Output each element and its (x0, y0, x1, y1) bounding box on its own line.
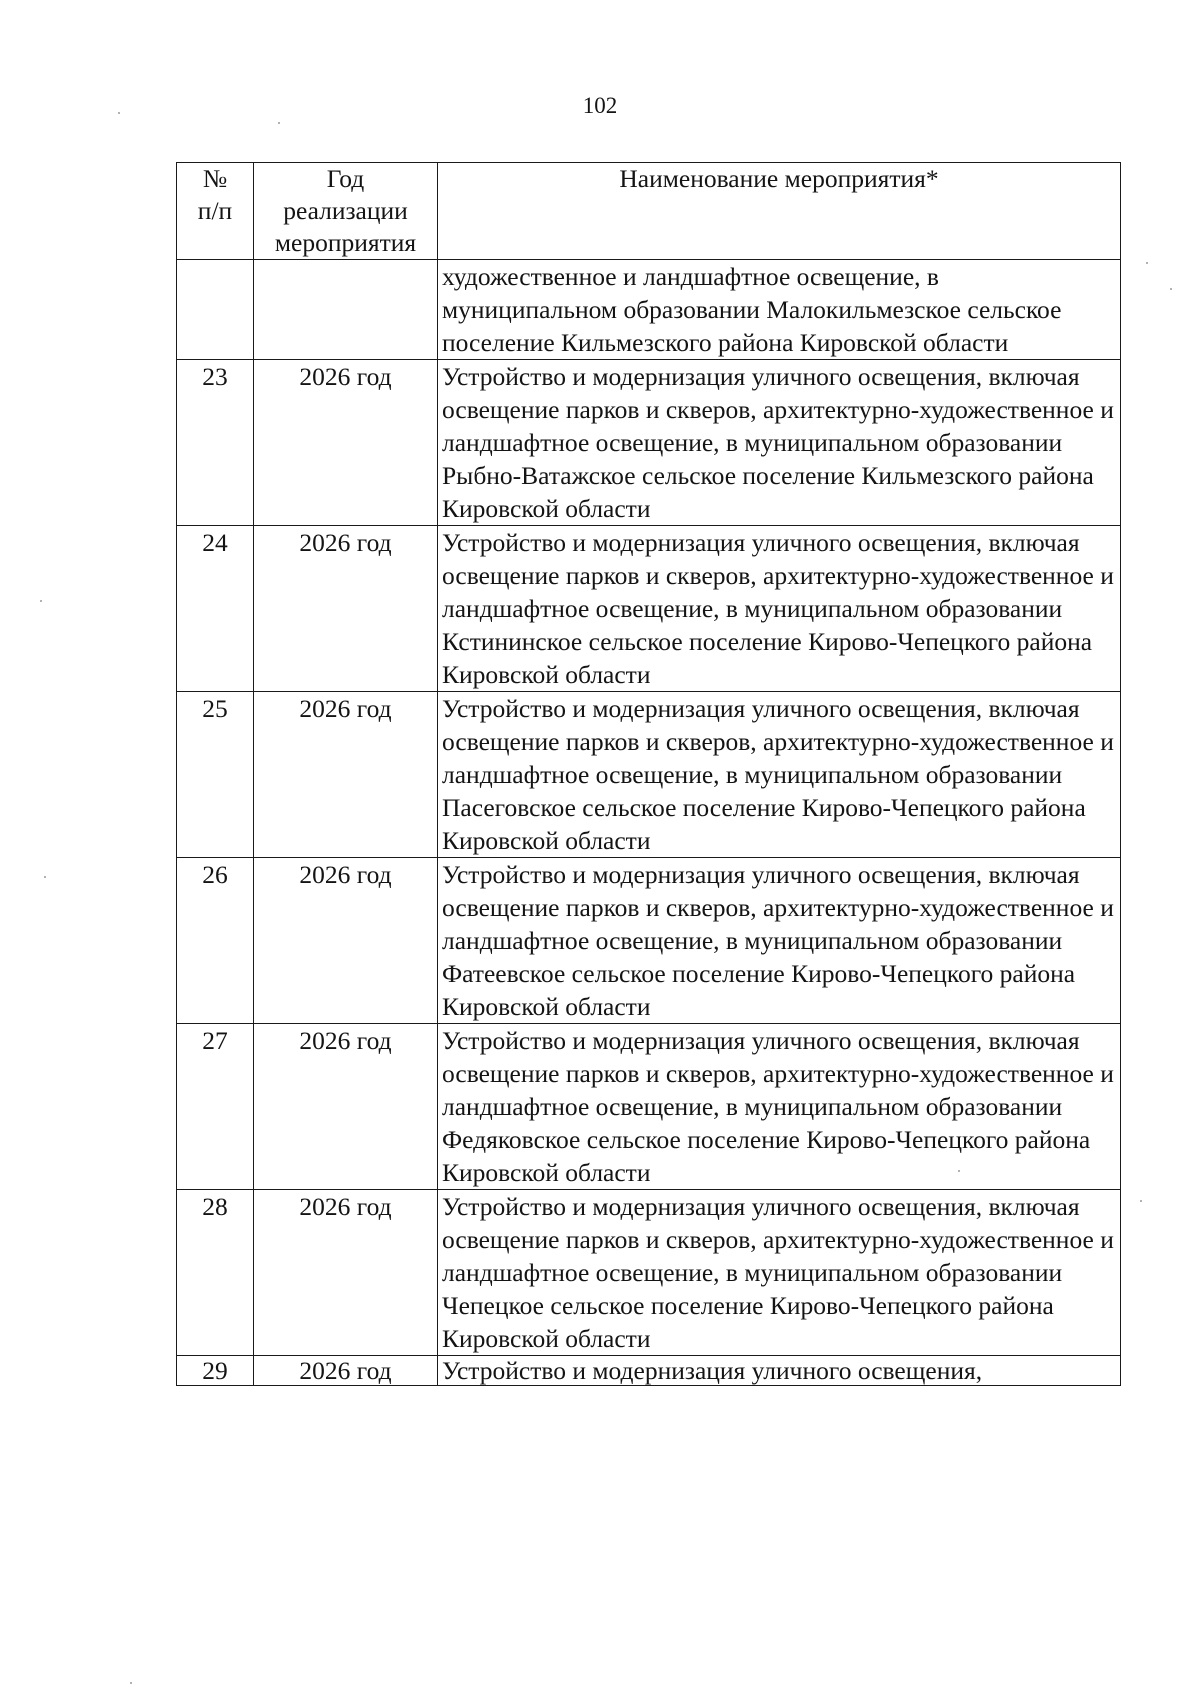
events-table (176, 162, 1121, 1386)
table-row (177, 360, 1121, 526)
row-event-name: Устройство и модернизация уличного освещения, включая освещение парков и скверов, архитектурно-художественное и ландшафтное освещение, в муниципальном образовании Фатеевское сельское поселение Кирово-Чепецкого района Кировской области (438, 858, 1121, 1024)
table-row (177, 1024, 1121, 1190)
row-event-name: Устройство и модернизация уличного освещения, включая освещение парков и скверов, архитектурно-художественное и ландшафтное освещение, в муниципальном образовании Рыбно-Ватажское сельское поселение Кильмезского района Кировской области (438, 360, 1121, 526)
row-event-name: художественное и ландшафтное освещение, в муниципальном образовании Малокильмезское сельское поселение Кильмезского района Кировской области (438, 260, 1121, 360)
row-year: 2026 год (254, 1024, 438, 1190)
header-year (254, 163, 438, 260)
row-year: 2026 год (254, 692, 438, 858)
header-event-name-label: Наименование мероприятия* (619, 164, 939, 193)
row-number (177, 260, 254, 360)
row-number: 28 (177, 1190, 254, 1356)
scan-speck (278, 122, 280, 124)
row-event-name: Устройство и модернизация уличного освещения, включая освещение парков и скверов, архитектурно-художественное и ландшафтное освещение, в муниципальном образовании Чепецкое сельское поселение Кирово-Чепецкого района Кировской области (438, 1190, 1121, 1356)
header-year-label: Год реализации мероприятия (274, 164, 417, 257)
table-row (177, 1356, 1121, 1386)
scan-speck (40, 600, 42, 602)
table-row (177, 260, 1121, 360)
row-event-name: Устройство и модернизация уличного освещения, включая освещение парков и скверов, архитектурно-художественное и ландшафтное освещение, в муниципальном образовании Пасеговское сельское поселение Кирово-Чепецкого района Кировской области (438, 692, 1121, 858)
scan-speck (1140, 1200, 1142, 1202)
row-number: 23 (177, 360, 254, 526)
row-year: 2026 год (254, 1190, 438, 1356)
header-event-name (438, 163, 1121, 260)
row-year: 2026 год (254, 858, 438, 1024)
table-row (177, 858, 1121, 1024)
scan-speck (1146, 262, 1148, 264)
row-event-name: Устройство и модернизация уличного освещения, включая освещение парков и скверов, архитектурно-художественное и ландшафтное освещение, в муниципальном образовании Кстининское сельское поселение Кирово-Чепецкого района Кировской области (438, 526, 1121, 692)
row-year: 2026 год (254, 360, 438, 526)
table-row (177, 1190, 1121, 1356)
table-row (177, 692, 1121, 858)
scan-speck (1170, 288, 1172, 290)
row-number: 27 (177, 1024, 254, 1190)
row-number: 25 (177, 692, 254, 858)
row-year: 2026 год (254, 1356, 438, 1386)
scan-speck (118, 112, 120, 114)
scan-speck (130, 1682, 132, 1684)
row-number: 26 (177, 858, 254, 1024)
row-event-name: Устройство и модернизация уличного освещения, (438, 1356, 1121, 1386)
table-row (177, 526, 1121, 692)
row-year: 2026 год (254, 526, 438, 692)
row-year (254, 260, 438, 360)
header-number (177, 163, 254, 260)
header-number-label: № п/п (197, 164, 233, 225)
page-number: 102 (582, 93, 618, 118)
scan-speck (44, 876, 46, 878)
row-number: 29 (177, 1356, 254, 1386)
table-header-row (177, 163, 1121, 260)
row-event-name: Устройство и модернизация уличного освещения, включая освещение парков и скверов, архитектурно-художественное и ландшафтное освещение, в муниципальном образовании Федяковское сельское поселение Кирово-Чепецкого района Кировской области (438, 1024, 1121, 1190)
row-number: 24 (177, 526, 254, 692)
scan-speck (958, 1170, 960, 1172)
